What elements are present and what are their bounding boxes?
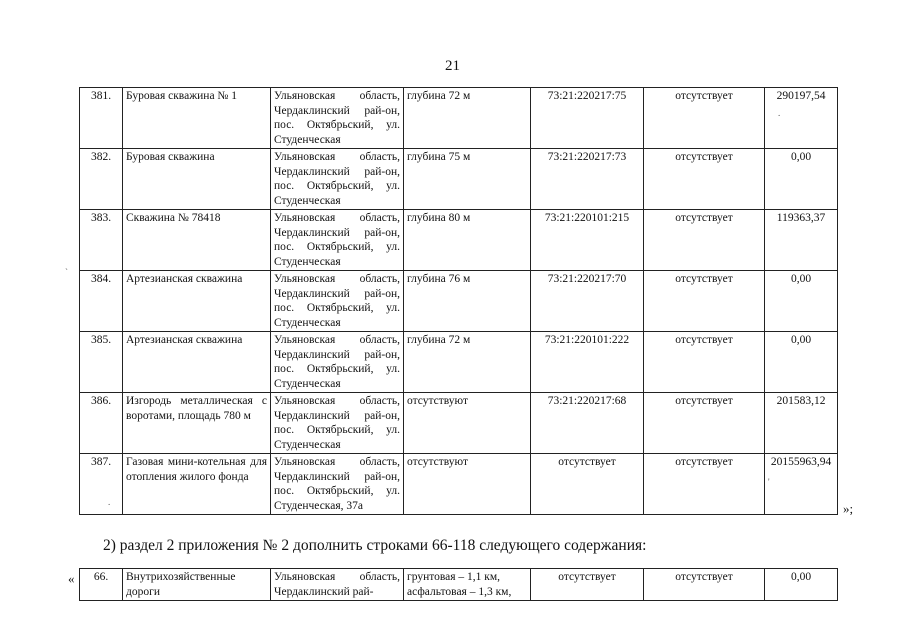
book-value: 290197,54 <box>765 88 838 149</box>
table-row <box>80 393 838 454</box>
cadastral-number: 73:21:220101:222 <box>531 332 644 393</box>
table-row <box>80 210 838 271</box>
row-number: 384. <box>80 271 123 332</box>
object-parameters: отсутствуют <box>404 454 531 515</box>
table-row <box>80 332 838 393</box>
opening-quote: « <box>68 571 75 586</box>
continuation-table <box>79 568 838 601</box>
encumbrance: отсутствует <box>644 332 765 393</box>
object-address: Ульяновская область, Чердаклинский рай-он, пос. Октябрьский, ул. Студенческая <box>271 332 404 393</box>
row-number: 383. <box>80 210 123 271</box>
cadastral-number: отсутствует <box>531 569 644 601</box>
object-name: Артезианская скважина <box>123 271 271 332</box>
row-number: 385. <box>80 332 123 393</box>
row-number: 381. <box>80 88 123 149</box>
book-value: 20155963,94 <box>765 454 838 515</box>
book-value: 119363,37 <box>765 210 838 271</box>
encumbrance: отсутствует <box>644 271 765 332</box>
object-parameters: глубина 72 м <box>404 332 531 393</box>
amendment-paragraph: 2) раздел 2 приложения № 2 дополнить строками 66-118 следующего содержания: <box>103 537 647 554</box>
object-address: Ульяновская область, Чердаклинский рай-он, пос. Октябрьский, ул. Студенческая, 37а <box>271 454 404 515</box>
table-row <box>80 454 838 515</box>
book-value: 201583,12 <box>765 393 838 454</box>
book-value: 0,00 <box>765 271 838 332</box>
book-value: 0,00 <box>765 569 838 601</box>
property-register-table <box>79 87 838 515</box>
scan-speck: . <box>108 497 111 507</box>
object-address: Ульяновская область, Чердаклинский рай-он, пос. Октябрьский, ул. Студенческая <box>271 271 404 332</box>
row-number: 386. <box>80 393 123 454</box>
encumbrance: отсутствует <box>644 569 765 601</box>
encumbrance: отсутствует <box>644 210 765 271</box>
table-row <box>80 149 838 210</box>
object-parameters: глубина 72 м <box>404 88 531 149</box>
encumbrance: отсутствует <box>644 454 765 515</box>
object-parameters: глубина 76 м <box>404 271 531 332</box>
object-name: Артезианская скважина <box>123 332 271 393</box>
table-row <box>80 88 838 149</box>
encumbrance: отсутствует <box>644 149 765 210</box>
scan-speck: ' <box>768 477 770 487</box>
cadastral-number: 73:21:220217:70 <box>531 271 644 332</box>
object-name: Буровая скважина № 1 <box>123 88 271 149</box>
object-name: Внутрихозяйственные дороги <box>123 569 271 601</box>
object-name: Изгородь металлическая с воротами, площадь 780 м <box>123 393 271 454</box>
object-address: Ульяновская область, Чердаклинский рай-он, пос. Октябрьский, ул. Студенческая <box>271 149 404 210</box>
object-parameters: глубина 75 м <box>404 149 531 210</box>
cadastral-number: отсутствует <box>531 454 644 515</box>
object-address: Ульяновская область, Чердаклинский рай-он, пос. Октябрьский, ул. Студенческая <box>271 210 404 271</box>
row-number: 382. <box>80 149 123 210</box>
object-parameters: грунтовая – 1,1 км, асфальтовая – 1,3 км, <box>404 569 531 601</box>
object-name: Скважина № 78418 <box>123 210 271 271</box>
object-address: Ульяновская область, Чердаклинский рай-он, пос. Октябрьский, ул. Студенческая <box>271 88 404 149</box>
row-number: 387. <box>80 454 123 515</box>
object-name: Буровая скважина <box>123 149 271 210</box>
page-number: 21 <box>445 58 460 74</box>
object-name: Газовая мини-котельная для отопления жилого фонда <box>123 454 271 515</box>
book-value: 0,00 <box>765 149 838 210</box>
object-address: Ульяновская область, Чердаклинский рай-он, пос. Октябрьский, ул. Студенческая <box>271 393 404 454</box>
book-value: 0,00 <box>765 332 838 393</box>
table-row <box>80 569 838 601</box>
object-parameters: глубина 80 м <box>404 210 531 271</box>
object-address: Ульяновская область, Чердаклинский рай- <box>271 569 404 601</box>
closing-quote: »; <box>843 501 854 516</box>
encumbrance: отсутствует <box>644 393 765 454</box>
row-number: 66. <box>80 569 123 601</box>
cadastral-number: 73:21:220101:215 <box>531 210 644 271</box>
object-parameters: отсутствуют <box>404 393 531 454</box>
cadastral-number: 73:21:220217:68 <box>531 393 644 454</box>
encumbrance: отсутствует <box>644 88 765 149</box>
cadastral-number: 73:21:220217:73 <box>531 149 644 210</box>
scan-speck: . <box>778 108 781 118</box>
cadastral-number: 73:21:220217:75 <box>531 88 644 149</box>
table-row <box>80 271 838 332</box>
scan-speck: ` <box>65 267 68 277</box>
